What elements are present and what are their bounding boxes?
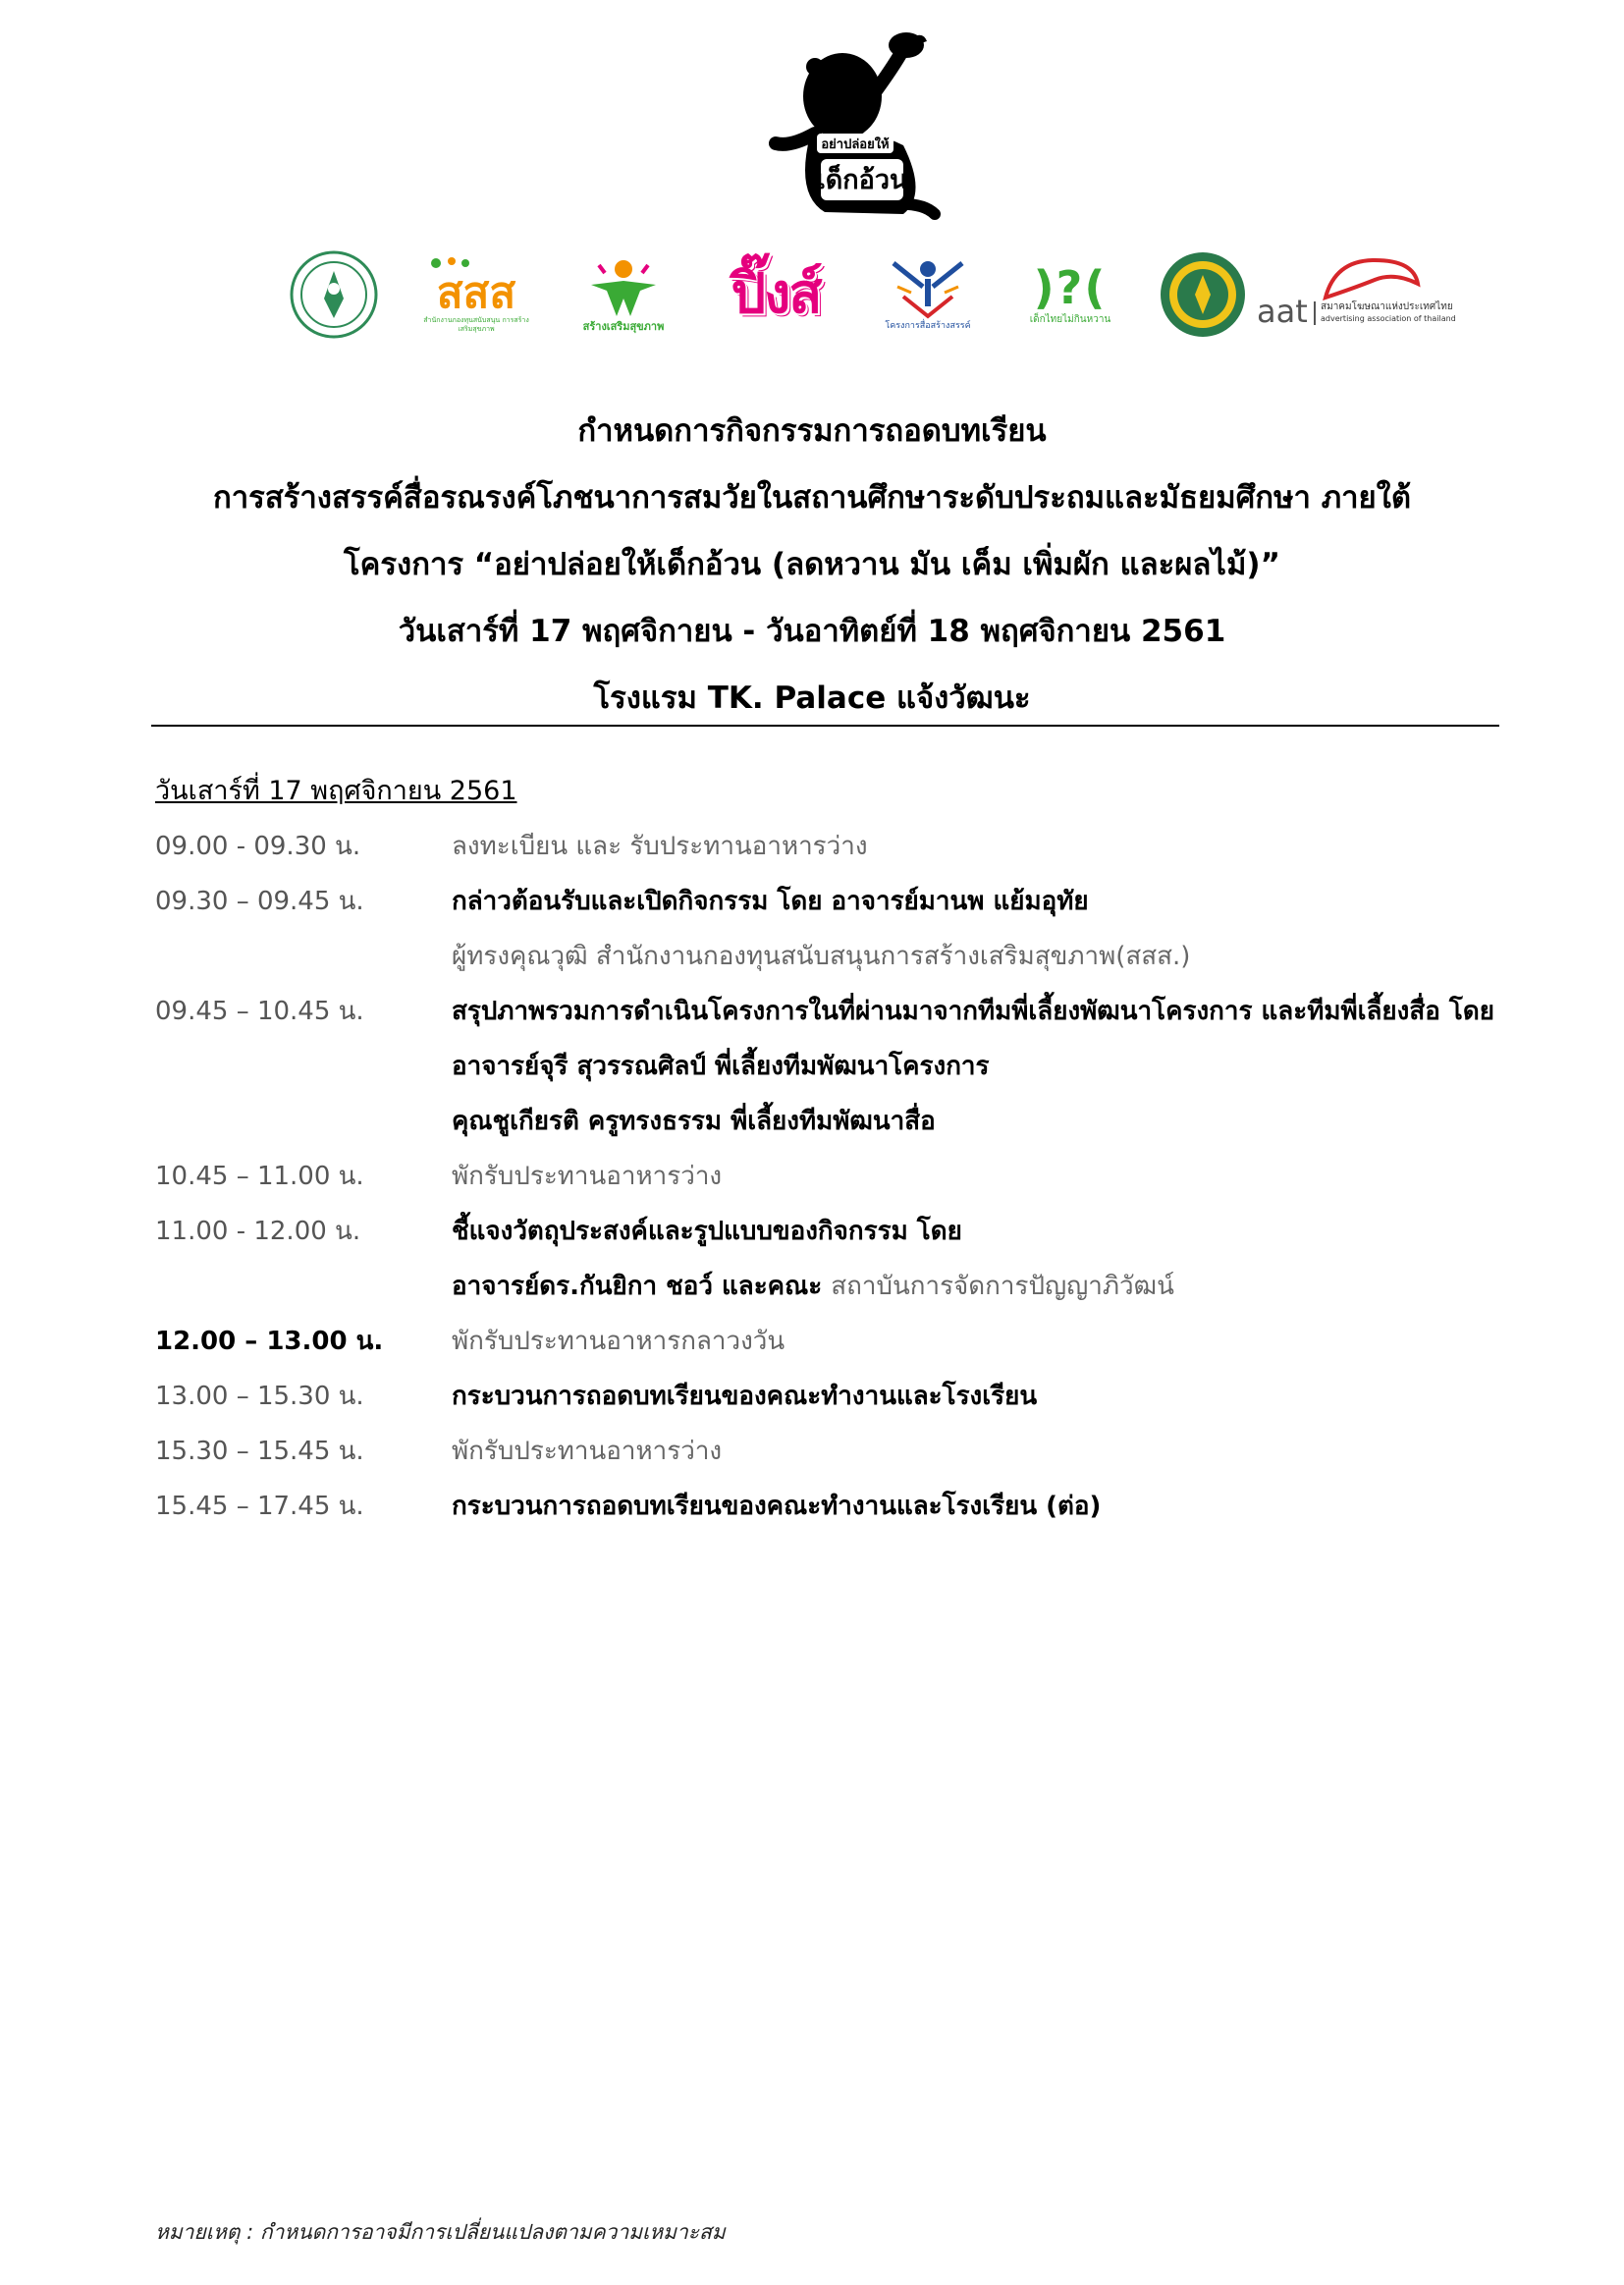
schedule-activity-detail: คุณชูเกียรติ ครูทรงธรรม พี่เลี้ยงทีมพัฒนาสื่อ [452,1107,936,1136]
health-school-sub: สร้างเสริมสุขภาพ [582,320,665,333]
header-date: วันเสาร์ที่ 17 พฤศจิกายน - วันอาทิตย์ที่ 18 พฤศจิกายน 2561 [398,614,1226,649]
aat-logo-text: aat [1257,293,1308,330]
schedule-activity-detail [452,1259,1530,1314]
aat-logo-sub-en: advertising association of thailand [1321,314,1456,323]
schedule-time: 09.45 – 10.45 น. [155,997,364,1026]
schedule-row [155,984,1530,1149]
sweet-enough-logo-text: )?( [1033,261,1108,314]
schedule-row [155,1314,1530,1369]
child-media-sub: โครงการสื่อสร้างสรรค์ [885,321,971,331]
pingtai-logo-text: ปิ๊งส์ [731,262,821,326]
logo-child-media [874,241,982,349]
schedule-activity: พักรับประทานอาหารว่าง [452,1162,723,1191]
day-heading: วันเสาร์ที่ 17 พฤศจิกายน 2561 [155,776,517,806]
schedule-time: 13.00 – 15.30 น. [155,1382,364,1411]
aat-logo-sub-th: สมาคมโฆษณาแห่งประเทศไทย [1321,301,1453,312]
header-subtitle: การสร้างสรรค์สื่อรณรงค์โภชนาการสมวัยในสถานศึกษาระดับประถมและมัธยมศึกษา ภายใต้ [213,480,1411,516]
schedule-activity: พักรับประทานอาหารกลาวงวัน [452,1327,785,1356]
sweet-enough-sub: เด็กไทยไม่กินหวาน [1029,314,1111,325]
schedule-time: 09.30 – 09.45 น. [155,887,364,916]
logo-sweet-enough [1016,241,1124,349]
logo-health-school [569,241,677,349]
schedule-row [155,1424,1530,1479]
schedule-activity: ลงทะเบียน และ รับประทานอาหารว่าง [452,832,868,861]
schedule-row [155,819,1530,874]
schedule-row [155,1204,1530,1314]
partner-logo-row [275,241,1492,349]
child-media-logo-icon [884,257,972,320]
schedule-activity: พักรับประทานอาหารว่าง [452,1437,723,1466]
mascot-logo [756,27,952,224]
schedule-row [155,874,1530,984]
logo-pingtai [712,241,839,349]
aat-logo-icon [1316,254,1424,303]
schedule-time: 11.00 - 12.00 น. [155,1217,361,1246]
government-seal-icon [1158,249,1248,340]
document-header [0,398,1624,732]
header-title: กำหนดการกิจกรรมการถอดบทเรียน [577,413,1047,449]
health-promotion-school-logo-icon [581,255,666,320]
schedule-activity: กล่าวต้อนรับและเปิดกิจกรรม โดย อาจารย์มานพ แย้มอุทัย [452,887,1089,916]
mascot-text-main: เด็กอ้วน [816,165,908,195]
footnote: หมายเหตุ : กำหนดการอาจมีการเปลี่ยนแปลงตามความเหมาะสม [155,2220,726,2244]
header-venue: โรงแรม TK. Palace แจ้งวัฒนะ [593,680,1031,716]
bma-seal-icon [289,249,379,340]
logo-thaihealth [417,241,535,349]
schedule-row [155,1369,1530,1424]
header-divider [151,725,1499,727]
logo-bma [285,241,383,349]
mascot-girl-icon [756,27,952,224]
schedule-time: 10.45 – 11.00 น. [155,1162,364,1191]
schedule-activity-detail: ผู้ทรงคุณวุฒิ สำนักงานกองทุนสนับสนุนการสร้างเสริมสุขภาพ(สสส.) [452,942,1191,971]
schedule-time: 12.00 – 13.00 น. [155,1327,384,1356]
schedule-time: 15.30 – 15.45 น. [155,1437,364,1466]
schedule-row [155,1149,1530,1204]
schedule-activity: ชี้แจงวัตถุประสงค์และรูปแบบของกิจกรรม โดย [452,1217,962,1246]
sss-logo-text: สสส [436,268,516,318]
schedule-activity: กระบวนการถอดบทเรียนของคณะทำงานและโรงเรียน (ต่อ) [452,1492,1102,1521]
aat-logo-subtext [1314,301,1456,325]
schedule-activity: กระบวนการถอดบทเรียนของคณะทำงานและโรงเรียน [452,1382,1038,1411]
schedule-row [155,1479,1530,1534]
speaker-name: อาจารย์ดร.กันยิกา ชอว์ และคณะ [452,1272,823,1301]
schedule-activity: สรุปภาพรวมการดำเนินโครงการในที่ผ่านมาจากทีมพี่เลี้ยงพัฒนาโครงการ และทีมพี่เลี้ยงสื่อ โดย [452,997,1494,1026]
speaker-affiliation: สถาบันการจัดการปัญญาภิวัฒน์ [831,1272,1174,1301]
schedule-time: 09.00 - 09.30 น. [155,832,361,861]
header-project: โครงการ “อย่าปล่อยให้เด็กอ้วน (ลดหวาน มัน เค็ม เพิ่มผัก และผลไม้)” [344,547,1280,582]
schedule-activity-detail: อาจารย์จุรี สุวรรณศิลป์ พี่เลี้ยงทีมพัฒนาโครงการ [452,1052,990,1081]
logo-government [1154,241,1252,349]
schedule-time: 15.45 – 17.45 น. [155,1492,364,1521]
mascot-text-top: อย่าปล่อยให้ [821,137,890,152]
logo-aat [1257,241,1492,349]
schedule [155,764,1530,1534]
sss-logo-sub: สำนักงานกองทุนสนับสนุน การสร้างเสริมสุขภาพ [423,316,529,333]
